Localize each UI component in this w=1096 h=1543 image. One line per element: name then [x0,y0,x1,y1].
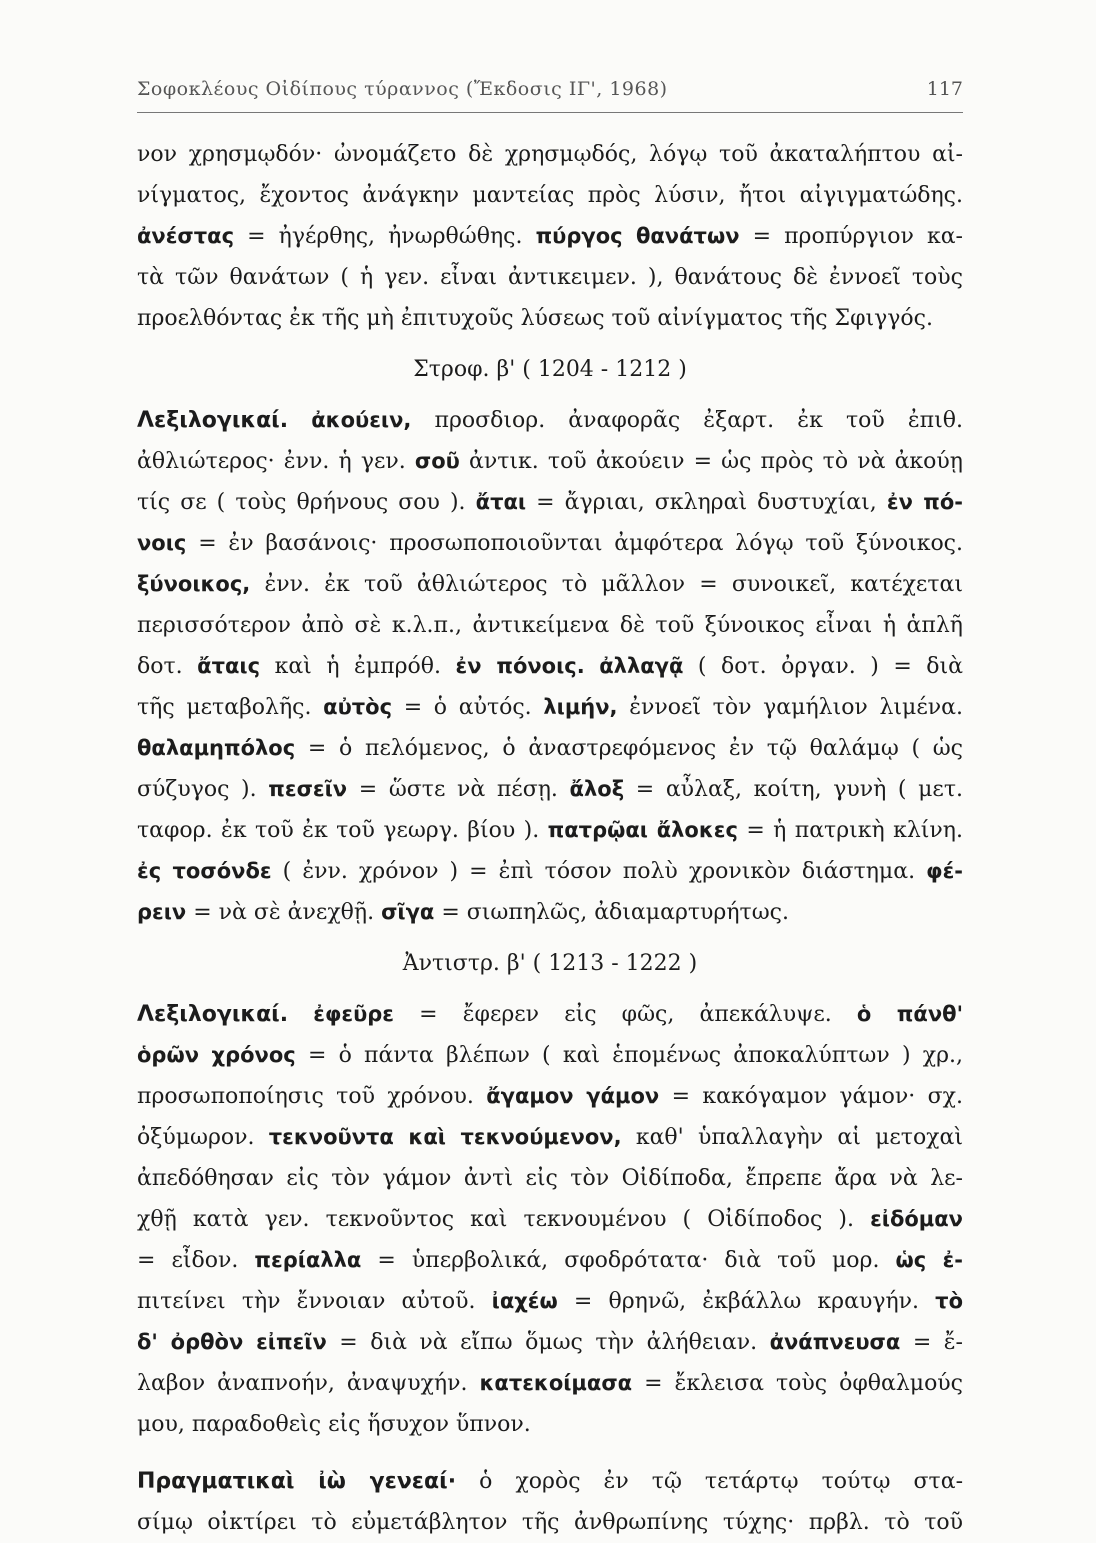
text-line: τὰ τῶν θανάτων ( ἡ γεν. εἶναι ἀντικειμεν. ), θανάτους δὲ ἐννοεῖ τοὺς [137,265,963,290]
lemma: ἐν πόνοις. [455,654,585,678]
section-antistrophe [137,994,963,1445]
lemma: σῖγα [381,900,435,924]
lemma: ὁρῶν χρόνος [137,1043,296,1067]
lemma: πατρῷαι ἄλοκες [547,818,738,842]
section-label: Λεξιλογικαί. [137,1002,289,1027]
lemma: φέ- [926,859,963,883]
lemma: πεσεῖν [268,777,348,801]
lemma: ξύνοικος, [137,572,251,596]
text-line: ἀνέστας = ἠγέρθης, ἠνωρθώθης. πύργος θανάτων = προπύργιον κα- [137,224,963,249]
section-heading: Ἀντιστρ. β' ( 1213 - 1222 ) [402,951,698,976]
text-line: ταφορ. ἐκ τοῦ ἐκ τοῦ γεωργ. βίου ). πατρῷαι ἄλοκες = ἡ πατρικὴ κλίνη. [137,818,963,843]
lemma: ἐς τοσόνδε [137,859,272,883]
text-line: χθῇ κατὰ γεν. τεκνοῦντος καὶ τεκνουμένου ( Οἰδίποδος ). εἰδόμαν [137,1207,963,1232]
text-line: πιτείνει τὴν ἔννοιαν αὐτοῦ. ἰαχέω = θρηνῶ, ἐκβάλλω κραυγήν. τὸ [137,1289,963,1314]
paragraph-intro [137,134,963,339]
text-line: μου, παραδοθεὶς εἰς ἥσυχον ὕπνον. [137,1412,531,1437]
section-heading: Στροφ. β' ( 1204 - 1212 ) [413,357,687,382]
text-line: ὁρῶν χρόνος = ὁ πάντα βλέπων ( καὶ ἑπομένως ἀποκαλύπτων ) χρ., [137,1043,963,1068]
lemma: δ' ὀρθὸν εἰπεῖν [137,1330,327,1354]
lemma: τεκνοῦντα καὶ τεκνούμενον, [268,1125,622,1149]
text-line: θαλαμηπόλος = ὁ πελόμενος, ὁ ἀναστρεφόμενος ἐν τῷ θαλάμῳ ( ὡς [137,736,963,761]
section-label: Πραγματικαὶ ἰὼ γενεαί· [137,1469,457,1494]
lemma: ἄται [475,490,527,514]
text-line: νοις = ἐν βασάνοις· προσωποποιοῦνται ἀμφότερα λόγῳ τοῦ ξύνοικος. [137,531,963,556]
lemma: ὁ πάνθ' [856,1002,963,1026]
lemma: ἄλοξ [569,777,625,801]
text-line: σύζυγος ). πεσεῖν = ὥστε νὰ πέσῃ. ἄλοξ = αὖλαξ, κοίτη, γυνὴ ( μετ. [137,777,963,802]
text-line: = εἶδον. περίαλλα = ὑπερβολικά, σφοδρότατα· διὰ τοῦ μορ. ὡς ἐ- [137,1248,963,1273]
section-strophe [137,400,963,933]
lemma: ἀλλαγᾷ [599,654,684,678]
section-label: Λεξιλογικαί. [137,408,289,433]
lemma: σοῦ [414,449,460,473]
lemma: αὐτὸς [323,695,393,719]
text-line: τῆς μεταβολῆς. αὐτὸς = ὁ αὐτός. λιμήν, ἐννοεῖ τὸν γαμήλιον λιμένα. [137,695,963,720]
text-line: ἀπεδόθησαν εἰς τὸν γάμον ἀντὶ εἰς τὸν Οἰδίποδα, ἔπρεπε ἄρα νὰ λε- [137,1166,963,1191]
text-line: ἐς τοσόνδε ( ἐνν. χρόνον ) = ἐπὶ τόσον πολὺ χρονικὸν διάστημα. φέ- [137,859,963,884]
text-line: Λεξιλογικαί. ἐφεῦρε = ἔφερεν εἰς φῶς, ἀπεκάλυψε. ὁ πάνθ' [137,1002,963,1027]
text-line: νον χρησμῳδόν· ὠνομάζετο δὲ χρησμῳδός, λόγῳ τοῦ ἀκαταλήπτου αἰ- [137,142,963,167]
lemma: ὡς ἐ- [895,1248,963,1272]
text-line: λαβον ἀναπνοήν, ἀναψυχήν. κατεκοίμασα = ἔκλεισα τοὺς ὀφθαλμούς [137,1371,963,1396]
lemma: ἀνάπνευσα [769,1330,901,1354]
text-line: ὀξύμωρον. τεκνοῦντα καὶ τεκνούμενον, καθ' ὑπαλλαγὴν αἱ μετοχαὶ [137,1125,963,1150]
lemma: ἄγαμον γάμον [486,1084,660,1108]
lemma: ρειν [137,900,187,924]
text-line: ρειν = νὰ σὲ ἀνεχθῇ. σῖγα = σιωπηλῶς, ἀδιαμαρτυρήτως. [137,900,789,925]
lemma: ἐν πό- [886,490,963,514]
lemma: κατεκοίμασα [479,1371,633,1395]
lemma: ἄταις [197,654,261,678]
text-line: ἀθλιώτερος· ἐνν. ἡ γεν. σοῦ ἀντικ. τοῦ ἀκούειν = ὡς πρὸς τὸ νὰ ἀκούῃ [137,449,963,474]
lemma: λιμήν, [543,695,618,719]
lemma: τὸ [935,1289,963,1313]
lemma: νοις [137,531,187,555]
lemma: ἰαχέω [491,1289,558,1313]
running-header [137,72,963,106]
text-line: δοτ. ἄταις καὶ ἡ ἐμπρόθ. ἐν πόνοις. ἀλλαγᾷ ( δοτ. ὀργαν. ) = διὰ [137,654,963,679]
paragraph-pragmatikai [137,1461,963,1543]
text-line: Πραγματικαὶ ἰὼ γενεαί· ὁ χορὸς ἐν τῷ τετάρτῳ τούτῳ στα- [137,1469,963,1494]
text-line: τίς σε ( τοὺς θρήνους σου ). ἄται = ἄγριαι, σκληραὶ δυστυχίαι, ἐν πό- [137,490,963,515]
text-line: δ' ὀρθὸν εἰπεῖν = διὰ νὰ εἴπω ὅμως τὴν ἀλήθειαν. ἀνάπνευσα = ἔ- [137,1330,963,1355]
page-number: 117 [926,78,963,100]
page-body [137,134,963,1543]
text-line: σίμῳ οἰκτίρει τὸ εὐμετάβλητον τῆς ἀνθρωπίνης τύχης· πρβλ. τὸ τοῦ [137,1510,963,1535]
lemma: θαλαμηπόλος [137,736,296,760]
lemma: εἰδόμαν [870,1207,963,1231]
text-line: προελθόντας ἐκ τῆς μὴ ἐπιτυχοῦς λύσεως τοῦ αἰνίγματος τῆς Σφιγγός. [137,306,933,331]
text-line: περισσότερον ἀπὸ σὲ κ.λ.π., ἀντικείμενα δὲ τοῦ ξύνοικος εἶναι ἡ ἁπλῆ [137,613,963,638]
lemma: ἀκούειν, [311,408,412,432]
lemma: περίαλλα [254,1248,362,1272]
text-line: Λεξιλογικαί. ἀκούειν, προσδιορ. ἀναφορᾶς ἐξαρτ. ἐκ τοῦ ἐπιθ. [137,408,963,433]
running-title: Σοφοκλέους Οἰδίπους τύραννος (Ἔκδοσις ΙΓ', 1968) [137,78,668,100]
lemma: πύργος θανάτων [535,224,740,248]
text-line: προσωποποίησις τοῦ χρόνου. ἄγαμον γάμον = κακόγαμον γάμον· σχ. [137,1084,963,1109]
text-line: ξύνοικος, ἐνν. ἐκ τοῦ ἀθλιώτερος τὸ μᾶλλον = συνοικεῖ, κατέχεται [137,572,963,597]
text-line: νίγματος, ἔχοντος ἀνάγκην μαντείας πρὸς λύσιν, ἤτοι αἰγιγματώδης. [137,183,963,208]
lemma: ἀνέστας [137,224,235,248]
lemma: ἐφεῦρε [313,1002,394,1026]
header-rule [137,112,963,113]
